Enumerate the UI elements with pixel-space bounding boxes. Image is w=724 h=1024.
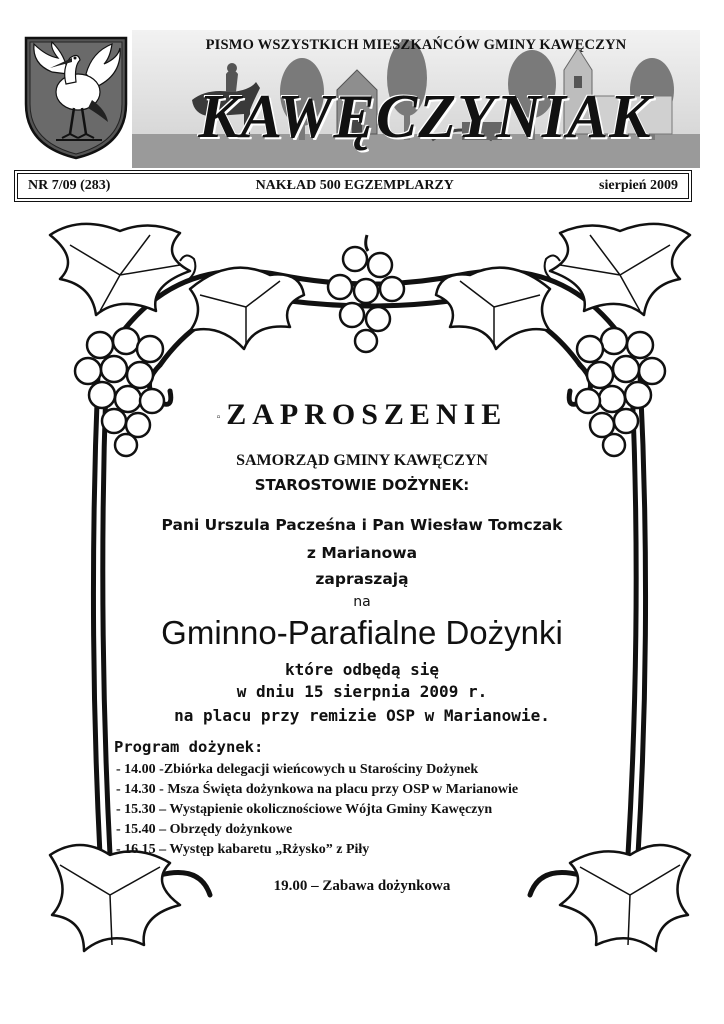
closing-event: 19.00 – Zabawa dożynkowa	[273, 878, 451, 894]
program-heading: Program dożynek:	[114, 738, 264, 756]
event-date: w dniu 15 sierpnia 2009 r.	[236, 682, 488, 701]
organizer: SAMORZĄD GMINY KAWĘCZYN	[236, 452, 488, 469]
masthead-title: KAWĘCZYNIAK	[198, 83, 652, 151]
program-item: - 15.40 – Obrzędy dożynkowe	[116, 822, 293, 837]
town: z Marianowa	[306, 544, 418, 562]
event-name: Gminno-Parafialne Dożynki	[161, 614, 563, 651]
program-item: - 15.30 – Wystąpienie okolicznościowe Wójta Gminy Kawęczyn	[116, 802, 493, 817]
issue-info-bar	[17, 173, 689, 199]
issue-date: sierpień 2009	[599, 178, 678, 193]
invitation-title-text: ZAPROSZENIE	[226, 398, 508, 431]
event-location: na placu przy remizie OSP w Marianowie.	[174, 706, 550, 725]
stork-crest-icon	[22, 34, 130, 162]
issue-number: NR 7/09 (283)	[28, 178, 111, 193]
program-item: - 14.00 -Zbiórka delegacji wieńcowych u Starościny Dożynek	[116, 762, 479, 777]
program-list	[116, 760, 518, 860]
program-item: - 16.15 – Występ kabaretu „Rżysko” z Piły	[116, 842, 370, 857]
preposition: na	[353, 594, 371, 610]
title-bullet: ▫	[216, 411, 221, 423]
event-line-1: które odbędą się	[284, 660, 440, 679]
program-item: - 14.30 - Msza Święta dożynkowa na placu przy OSP w Marianowie	[116, 782, 519, 797]
elder-names: Pani Urszula Pacześna i Pan Wiesław Tomczak	[161, 516, 563, 534]
invitation-title	[0, 398, 724, 432]
tagline: PISMO WSZYSTKICH MIESZKAŃCÓW GMINY KAWĘCZYN	[205, 37, 627, 53]
elders-label: STAROSTOWIE DOŻYNEK:	[254, 476, 470, 494]
circulation: NAKŁAD 500 EGZEMPLARZY	[255, 178, 454, 193]
invite-verb: zapraszają	[315, 570, 409, 588]
